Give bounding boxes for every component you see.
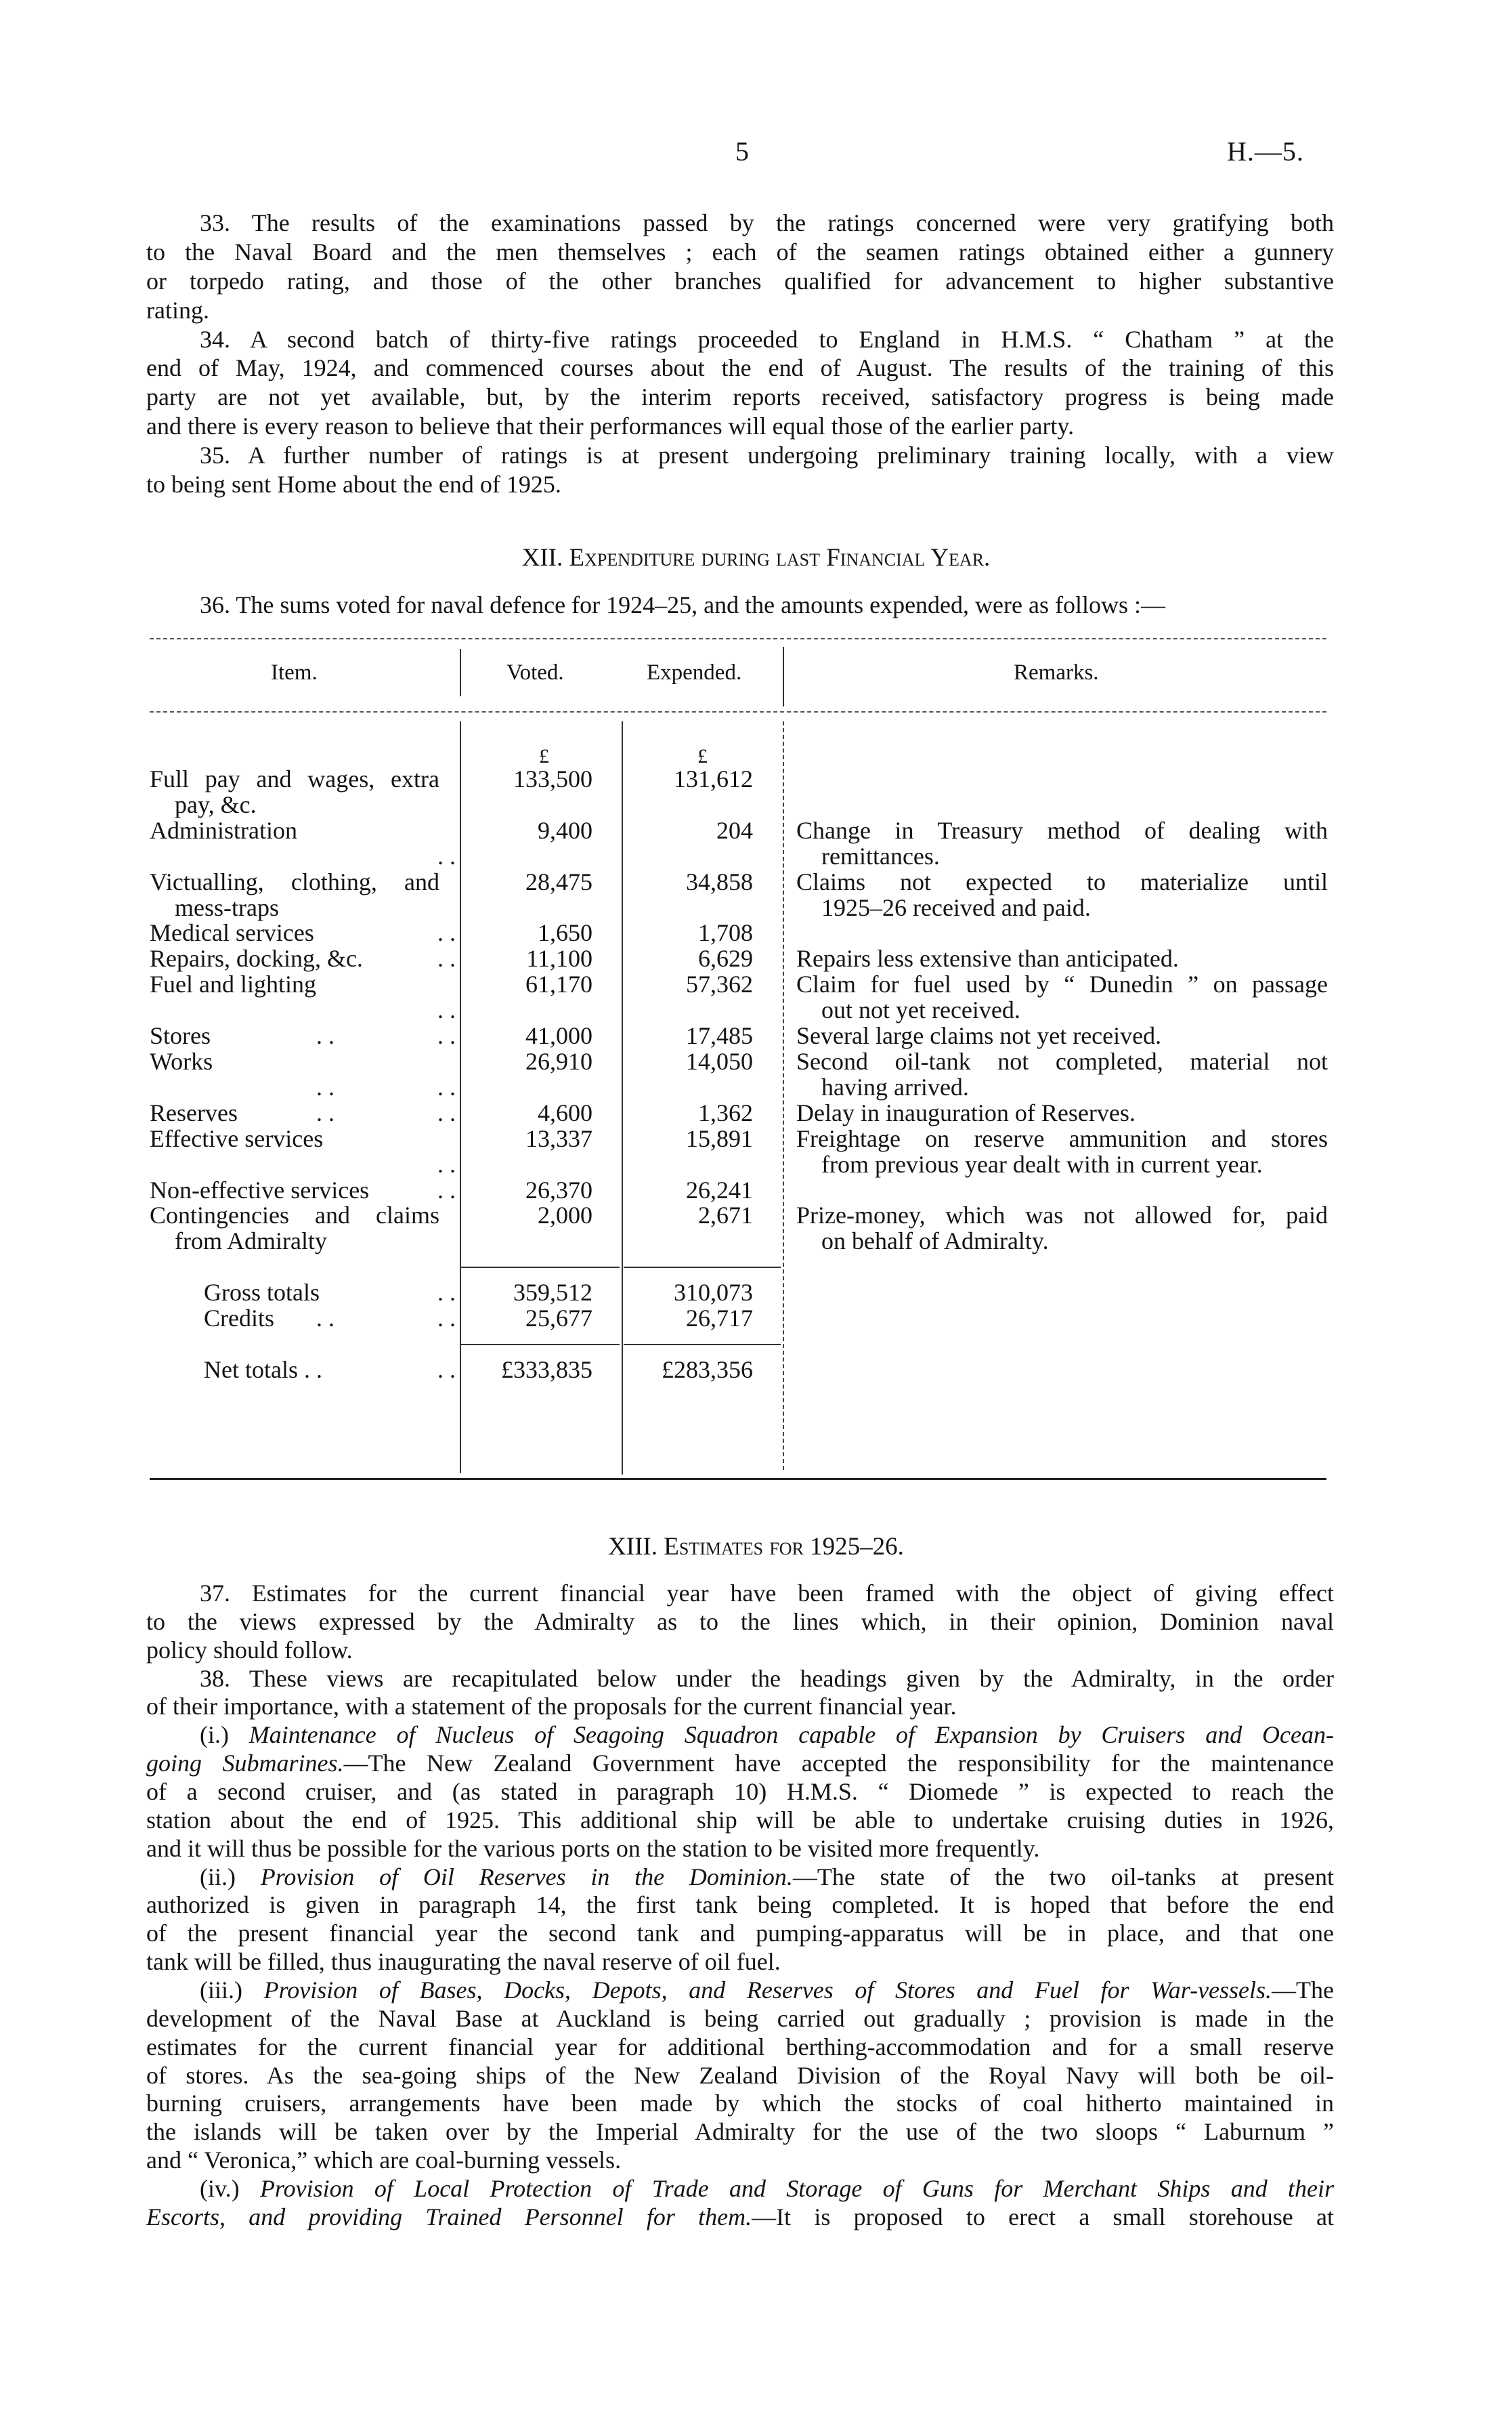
item-label: Non-effective services [150, 1176, 370, 1204]
expended-amount: £283,356 [662, 1355, 753, 1383]
voted-amount: 1,650 [538, 919, 592, 947]
voted-amount: 9,400 [538, 816, 592, 844]
expended-currency-symbol: £ [697, 745, 708, 767]
remark-line: remittances. [821, 842, 940, 870]
voted-amount: 11,100 [526, 945, 592, 973]
text-line: development of the Naval Base at Auckland is being carried out gradually ; provision is made in the [146, 2004, 1334, 2032]
table-row [150, 1126, 1328, 1178]
table-row [150, 1049, 1328, 1101]
item-cell [150, 1126, 460, 1178]
text-span: (ii.) [200, 1863, 261, 1890]
item-cell [150, 767, 460, 818]
italic-heading: Escorts, and providing Trained Personnel for them. [146, 2203, 752, 2230]
remarks-cell [781, 767, 1328, 818]
item-cell [150, 1357, 460, 1383]
expended-amount: 17,485 [686, 1022, 753, 1050]
remark-line: Several large claims not yet received. [796, 1022, 1162, 1050]
item-cell [150, 1101, 460, 1126]
expended-amount: 2,671 [698, 1202, 753, 1229]
item-label: pay, &c. [175, 790, 257, 818]
header-remarks: Remarks. [1014, 660, 1099, 685]
item-cell [150, 946, 460, 972]
text-line [146, 1863, 1334, 1892]
expended-amount: 26,717 [686, 1305, 753, 1332]
text-line: to the views expressed by the Admiralty as to the lines which, in their opinion, Dominion naval [146, 1607, 1334, 1635]
text-line: authorized is given in paragraph 14, the first tank being completed. It is hoped that before the end [146, 1891, 1334, 1919]
subtotal-rule [624, 1344, 781, 1345]
expended-amount: 15,891 [686, 1124, 753, 1152]
expended-amount: 131,612 [674, 765, 753, 792]
table-body [150, 767, 1328, 1383]
leader-dots: . . [316, 1073, 334, 1101]
table-top-rule [150, 638, 1326, 639]
text-line: station about the end of 1925. This additional ship will be able to undertake cruising duties in 1926, [146, 1806, 1334, 1834]
italic-heading: Provision of Oil Reserves in the Dominion. [260, 1863, 793, 1890]
item-cell [150, 1178, 460, 1204]
text-line: rating. [146, 296, 209, 324]
header-bottom-rule [150, 711, 1326, 713]
text-span: —The [1272, 1976, 1334, 2004]
item-label: Contingencies and claims [150, 1202, 439, 1229]
subtotal-rule [461, 1344, 620, 1345]
item-label: Victualling, clothing, and [150, 868, 439, 895]
voted-amount: 28,475 [525, 868, 592, 895]
expended-amount: 14,050 [686, 1047, 753, 1075]
italic-heading: Provision of Local Protection of Trade and Storage of Guns for Merchant Ships and their [259, 2175, 1334, 2203]
header-item: Item. [271, 660, 318, 685]
item-label: Full pay and wages, extra [150, 765, 439, 792]
text-line: and it will thus be possible for the various ports on the station to be visited more frequently. [146, 1834, 1040, 1862]
item-cell [150, 1203, 460, 1254]
expended-amount: 1,362 [698, 1099, 753, 1126]
table-row [150, 946, 1328, 972]
text-line [146, 2203, 1334, 2232]
text-line: party are not yet available, but, by the interim reports received, satisfactory progress is being made [146, 383, 1334, 411]
subtotal-rule [624, 1267, 781, 1268]
voted-amount: 61,170 [525, 971, 592, 998]
table-row [150, 1101, 1328, 1126]
item-label: from Admiralty [175, 1227, 327, 1255]
table-row [150, 1306, 1328, 1332]
italic-heading: Provision of Bases, Docks, Depots, and Reserves of Stores and Fuel for War-vessels. [263, 1976, 1272, 2004]
table-row [150, 1023, 1328, 1049]
text-line: 33. The results of the examinations passed by the ratings concerned were very gratifying both [200, 209, 1334, 236]
leader-dots: . . [437, 1150, 456, 1178]
remarks-cell [781, 1306, 1328, 1332]
expended-amount: 34,858 [686, 868, 753, 895]
voted-amount: 26,370 [525, 1176, 592, 1204]
text-line: policy should follow. [146, 1636, 353, 1664]
leader-dots: . . [437, 1099, 456, 1126]
header-divider [460, 649, 461, 696]
text-line: estimates for the current financial year for additional berthing-accommodation and for a small reserve [146, 2033, 1334, 2060]
text-line: or torpedo rating, and those of the other branches qualified for advancement to higher substantive [146, 267, 1334, 295]
section-xiii-heading: XIII. Estimates for 1925–26. [608, 1533, 904, 1561]
item-label: Reserves [150, 1099, 238, 1126]
leader-dots: . . [437, 945, 456, 973]
table-row [150, 921, 1328, 946]
remark-line: out not yet received. [821, 996, 1020, 1024]
remark-line: Delay in inauguration of Reserves. [796, 1099, 1136, 1126]
item-label: Medical services [150, 919, 314, 947]
expended-amount: 1,708 [698, 919, 753, 947]
voted-amount: £333,835 [501, 1355, 592, 1383]
remarks-cell [781, 1280, 1328, 1306]
text-line: burning cruisers, arrangements have been made by which the stocks of coal hitherto maintained in [146, 2090, 1334, 2117]
leader-dots: . . [437, 1073, 456, 1101]
remarks-cell [781, 946, 1328, 972]
remarks-cell [781, 1203, 1328, 1254]
text-line [146, 2175, 1334, 2203]
text-span: (iv.) [200, 2175, 260, 2203]
remarks-cell [781, 870, 1328, 921]
text-line: end of May, 1924, and commenced courses about the end of August. The results of the training of this [146, 354, 1334, 382]
item-label: Works [150, 1047, 213, 1075]
leader-dots: . . [437, 996, 456, 1024]
remark-line: having arrived. [821, 1073, 969, 1101]
item-cell [150, 818, 460, 870]
remark-line: Prize-money, which was not allowed for, paid [796, 1202, 1328, 1229]
paragraphs-37-38 [146, 1580, 1334, 2232]
leader-dots: . . [437, 1279, 456, 1307]
text-line: of a second cruiser, and (as stated in paragraph 10) H.M.S. “ Diomede ” is expected to reach the [146, 1778, 1334, 1806]
text-line: to the Naval Board and the men themselves ; each of the seamen ratings obtained either a gunnery [146, 238, 1334, 266]
paragraphs-33-35 [146, 209, 1334, 499]
text-line: and “ Veronica,” which are coal-burning vessels. [146, 2146, 622, 2174]
remarks-cell [781, 921, 1328, 946]
header-divider [783, 647, 784, 706]
subtotal-rule-row [150, 1254, 1328, 1280]
expended-amount: 57,362 [686, 971, 753, 998]
remarks-cell [781, 972, 1328, 1023]
paragraph-36-intro: 36. The sums voted for naval defence for 1924–25, and the amounts expended, were as follows :— [200, 591, 1165, 618]
expended-amount: 6,629 [698, 945, 753, 973]
voted-amount: 41,000 [525, 1022, 592, 1050]
text-line: and there is every reason to believe that their performances will equal those of the earlier party. [146, 412, 1075, 440]
item-label: Gross totals [204, 1279, 320, 1307]
text-line: of the present financial year the second tank and pumping-apparatus will be in place, and that one [146, 1920, 1334, 1947]
remarks-cell [781, 1126, 1328, 1178]
item-label: Credits [204, 1305, 274, 1332]
table-bottom-rule [150, 1478, 1326, 1480]
item-cell [150, 1023, 460, 1049]
item-cell [150, 1306, 460, 1332]
item-label: Fuel and lighting [150, 971, 316, 998]
table-row [150, 1280, 1328, 1306]
leader-dots: . . [316, 1305, 334, 1332]
voted-amount: 13,337 [525, 1124, 592, 1152]
voted-amount: 2,000 [538, 1202, 592, 1229]
document-reference: H.—5. [1227, 136, 1304, 167]
voted-amount: 25,677 [525, 1305, 592, 1332]
text-span: (i.) [200, 1721, 249, 1749]
leader-dots: . . [316, 1099, 334, 1126]
text-line: 38. These views are recapitulated below under the headings given by the Admiralty, in the order [200, 1664, 1334, 1692]
header-voted: Voted. [506, 660, 564, 685]
item-cell [150, 1049, 460, 1101]
leader-dots: . . [437, 919, 456, 947]
table-row [150, 1178, 1328, 1204]
remark-line: from previous year dealt with in current year. [821, 1150, 1263, 1178]
italic-heading: going Submarines. [146, 1750, 344, 1777]
leader-dots: . . [437, 1355, 456, 1383]
leader-dots: . . [437, 1305, 456, 1332]
leader-dots: . . [437, 842, 456, 870]
voted-amount: 133,500 [513, 765, 592, 792]
section-xii-heading: XII. Expenditure during last Financial Year. [521, 544, 991, 572]
leader-dots: . . [437, 1022, 456, 1050]
table-row [150, 767, 1328, 818]
voted-amount: 359,512 [513, 1279, 592, 1307]
text-span: —The state of the two oil-tanks at present [792, 1863, 1335, 1890]
item-label: mess-traps [175, 893, 279, 921]
subtotal-rule [461, 1267, 620, 1268]
item-label: Administration [150, 816, 297, 844]
page-number: 5 [735, 136, 749, 167]
leader-dots: . . [437, 1176, 456, 1204]
subtotal-rule-row [150, 1332, 1328, 1357]
remark-line: Freightage on reserve ammunition and stores [796, 1124, 1328, 1152]
table-row [150, 1357, 1328, 1383]
remark-line: Claim for fuel used by “ Dunedin ” on passage [796, 971, 1328, 998]
text-line: the islands will be taken over by the Imperial Admiralty for the use of the two sloops “ Laburnum ” [146, 2118, 1334, 2146]
text-line: to being sent Home about the end of 1925. [146, 471, 561, 499]
text-line: tank will be filled, thus inaugurating the naval reserve of oil fuel. [146, 1948, 781, 1976]
table-row [150, 1203, 1328, 1254]
leader-dots: . . [316, 1022, 334, 1050]
remark-line: Repairs less extensive than anticipated. [796, 945, 1179, 973]
text-line [146, 1750, 1334, 1778]
text-line: of stores. As the sea-going ships of the New Zealand Division of the Royal Navy will both be oil- [146, 2061, 1334, 2089]
table-row [150, 972, 1328, 1023]
voted-amount: 26,910 [525, 1047, 592, 1075]
text-span: —The New Zealand Government have accepted the responsibility for the maintenance [343, 1750, 1334, 1777]
text-span: (iii.) [200, 1976, 264, 2004]
text-line: 34. A second batch of thirty-five ratings proceeded to England in H.M.S. “ Chatham ” at the [200, 325, 1334, 353]
remarks-cell [781, 1023, 1328, 1049]
italic-heading: Maintenance of Nucleus of Seagoing Squadron capable of Expansion by Cruisers and Ocean- [249, 1721, 1334, 1749]
remarks-cell [781, 1357, 1328, 1383]
remark-line: on behalf of Admiralty. [821, 1227, 1049, 1255]
text-line: 35. A further number of ratings is at present undergoing preliminary training locally, with a view [200, 442, 1334, 469]
item-label: Net totals . . [204, 1355, 322, 1383]
remarks-cell [781, 1178, 1328, 1204]
remarks-cell [781, 818, 1328, 870]
expended-amount: 310,073 [674, 1279, 753, 1307]
text-line: 37. Estimates for the current financial year have been framed with the object of giving effect [200, 1580, 1334, 1607]
item-label: Effective services [150, 1124, 324, 1152]
remark-line: Second oil-tank not completed, material not [796, 1047, 1328, 1075]
voted-currency-symbol: £ [539, 745, 549, 767]
remark-line: Claims not expected to materialize until [796, 868, 1328, 895]
item-cell [150, 1280, 460, 1306]
expended-amount: 26,241 [686, 1176, 753, 1204]
header-expended: Expended. [647, 660, 742, 685]
text-line [146, 1721, 1334, 1750]
item-label: Repairs, docking, &c. [150, 945, 363, 973]
text-line: of their importance, with a statement of the proposals for the current financial year. [146, 1693, 957, 1720]
text-line [146, 1976, 1334, 2005]
remarks-cell [781, 1049, 1328, 1101]
item-cell [150, 921, 460, 946]
table-row [150, 870, 1328, 921]
remark-line: Change in Treasury method of dealing with [796, 816, 1328, 844]
item-cell [150, 972, 460, 1023]
text-span: —It is proposed to erect a small storehouse at [752, 2203, 1335, 2230]
remark-line: 1925–26 received and paid. [821, 893, 1091, 921]
table-row [150, 818, 1328, 870]
voted-amount: 4,600 [538, 1099, 592, 1126]
item-cell [150, 870, 460, 921]
expended-amount: 204 [716, 816, 753, 844]
item-label: Stores [150, 1022, 211, 1050]
remarks-cell [781, 1101, 1328, 1126]
